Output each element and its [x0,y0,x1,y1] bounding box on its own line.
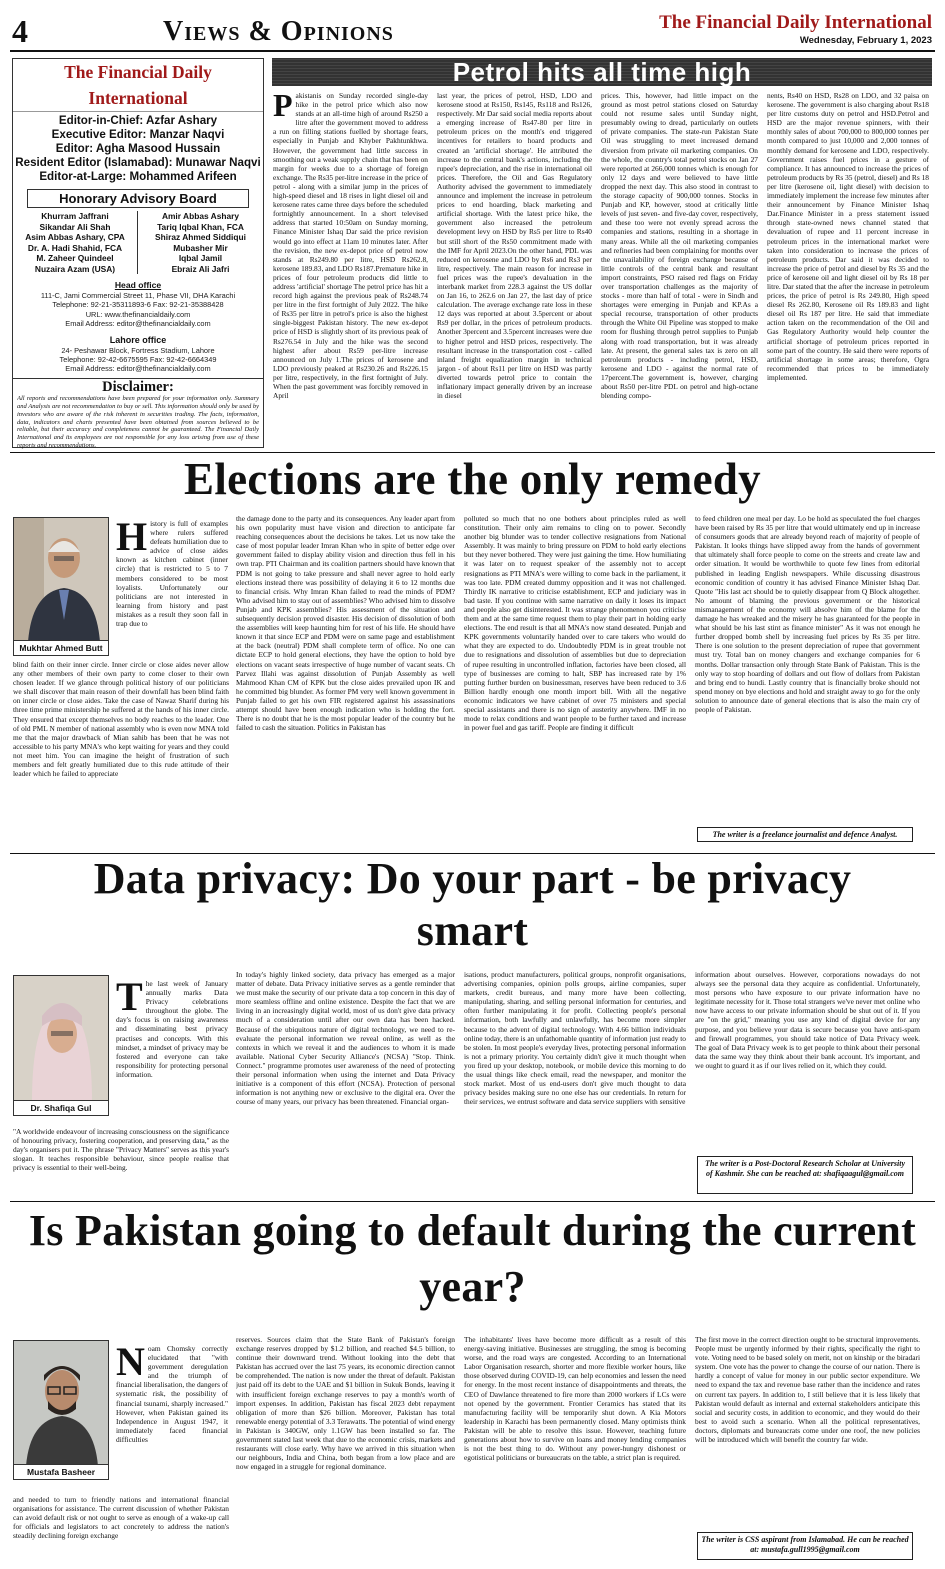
author-caption: Mukhtar Ahmed Butt [14,640,108,655]
editorial-headline-bar [272,58,932,86]
portrait-image [14,1341,109,1466]
section-title: Views & Opinions [163,16,394,47]
editorial-text: akistanis on Sunday recorded single-day hike in the petrol price which also now stands at an all-time high of around Rs250 a litre after the government moved to address a run on filling stations fuelled by shortage fears, especially in Punjab and Khyber Pakhtunkhwa. However, the government had little success in smoothing out a weak supply chain that has been on margin for weeks due to a shortage of foreign exchange. The Rs35 per-litre increase in the price of petrol - along with a similar jump in the prices of high-speed diesel and 18 rises in light diesel oil and kerosene rates came three days before the scheduled fortnightly announcement. In a short televised address that started 10:50am on Sunday morning, Finance Minister Ishaq Dar said the price revision would go into effect at 11am 10 minutes later. After the revision, the new ex-depot price of petrol now stands at Rs249.80 per litre, HSD Rs262.8, kerosene 189.83, and LDO Rs187.Premature hike in prices of four petroleum products did little to address 'artificial' shortage The petrol price has hit a record high against the previous peak of Rs248.74 per litre in the first fortnight of July 2022. The hike of Rs35 per litre in petrol's price is also the highest single-biggest Pakistan history. The new ex-depot price of HSD is slightly short of its previous peak of Rs276.54 in July and the hike was the second highest after about Rs59 per-litre increase announced on July 1.The prices of kerosene and LDO previously peaked at Rs230.26 and Rs226.15 per litre, respectively, in the first fortnight of July. When the past government was forcibly removed in April [273,91,428,401]
article2-column: "A worldwide endeavour of increasing consciousness on the significance of honouring privacy, fostering cooperation, and preserving data," as the day's organisers put it. The phrase "Privacy Matters" serves as this year's slogan. It teaches responsible behaviour, since people realise that privacy is essential to their well-being. [13,1127,229,1173]
board-member: Khurram Jaffrani [41,211,109,221]
portrait-image [14,518,109,642]
staff-line: Editor-at-Large: Mohammed Arifeen [39,170,237,183]
article3-column: reserves. Sources claim that the State Bank of Pakistan's foreign exchange reserves dropped by $1.2 billion, and reached $4.5 billion, to continue their downward trend. Without looking into the debt that Pakistan has accrued over the last 75 years, its economic direction cannot be comprehended. The nation is now under the threat of default. Pakistan just paid off its debt to the UAE and $1 billion in Sukuk Bonds, leaving it with insufficient foreign exchange reserves to pay a month's worth of import expenses. In addition, Pakistan has fiscal 2023 debt repayment obligation of more than $26 billion. Moreover, Pakistan has total renewable energy potential of 3.3 Terawatts. The potential of wind energy in Pakistan is 340GW, only 1.1GW has been installed so far. The government stated last week that due to the economic crisis, markets and restaurants will close early. Why have we arrived in this situation when our neighbours, India and China, both began from a low place and are now engaged in a struggle for regional dominance. [236,1335,455,1472]
editorial-column [273,91,428,449]
board-member: Ebraiz Ali Jafri [171,263,230,274]
address-line: 111-C, Jami Commercial Street 11, Phase VII, DHA Karachi [40,291,236,300]
author-photo [13,975,109,1116]
staff-line: Editor: Agha Masood Hussain [55,142,221,155]
article1-column: to feed children one meal per day. Lo be hold as speculated the fuel charges have been raised by Rs 35 per litre that would ultimately end up in increase of consumers goods that are already beyond reach of majority of people of Pakistan. It looks things have slipped away from the hands of government that ultimately shall force people to come on the streets and create law and order situation. It would be worthwhile to quote few lines from editorial published in leading English newspapers. While discussing disastrous economic condition of country it has advised Finance Minister Ishaq Dar. Quote "His last act should be to quietly disappear from Q Block altogether. No amount of blaming the previous government or the historical mismanagement of the economy will absolve him of the blame for the damage he has wreaked and the misery he has guaranteed for the people in what should be his last stint as finance minister" As it was not enough he further dropped bomb shell by increasing fuel prices by Rs 35 per litre. There is one solution to the present depreciation of rupee that government must try. Total ban on money changers and exchange companies for 6 months. Dollar transaction only through State Bank of Pakistan. This is the only way to stop hoarding of dollars and out flow of dollars from Pakistan and bring end to hundi. Lastly country that is financially broke should not spend money on bye elections and hold and straight away to go for the only solution to announce date of general elections that is also the main cry of people of Pakistan. [695,514,920,714]
address-line: Telephone: 92-42-6675595 Fax: 92-42-6664349 [59,355,217,365]
staff-line: Executive Editor: Manzar Naqvi [51,128,225,141]
address-line: Telephone: 92-21-35311893-6 Fax: 92-21-35388428 [52,300,224,310]
author-caption: Dr. Shafiqa Gul [14,1100,108,1115]
board-member: Asim Abbas Ashary, CPA [25,232,125,242]
article1-byline-note: The writer is a freelance journalist and defence Analyst. [697,827,913,842]
article2-headline: Data privacy: Do your part - be privacy smart [93,854,852,955]
advisory-board [13,211,263,274]
article3-byline-note: The writer is CSS aspirant from Islamabad. He can be reached at: mustafa.gull1995@gmail.com [697,1532,913,1560]
drop-cap: P [273,91,293,123]
staff-list [13,112,263,184]
address-line: 24- Peshawar Block, Fortress Stadium, Lahore [61,345,215,355]
board-member: Iqbal Jamil [178,253,223,263]
article2-intro-text: he last week of January annually marks Data Privacy celebrations throughout the globe. The day's focus is on raising awareness and disseminating best privacy practises and concepts. With this mindset, a mindset of privacy may be fostered and everyone can take responsibility for protecting personal information. [116,979,228,1079]
article1-column: blind faith on their inner circle. Inner circle or close aides never allow any other members of their own party to come closer to their own chosen leader. If we glance through political history of our politicians we shall discover that main reason of their downfall has been blind faith on inner circle or close aides. Take the case of Nawaz Sharif during his three time prime ministership he suffered at the hands of his inner circle. They ensured that except themselves no body reaches to the leader. One of old PML N member of national assembly who is even now MNA told me that the major drawback of Mian sahib has been that he was not accessible to his party MNA's who kept waiting for years and they could not meet him. You can imagine the height of frustration of such members and felt greatly humiliated due to this rude attitude of their leader which he failed to appreciate [13,660,229,779]
article3-intro [116,1344,228,1494]
board-member: Mubasher Mir [173,242,228,253]
address-line: URL: www.thefinancialdaily.com [85,309,191,319]
article2-column: In today's highly linked society, data privacy has emerged as a major matter of debate. Data Privacy initiative serves as a gentle reminder that we must make the security of our private data a top concern in this day of more seamless offline and online existence. Despite the fact that we are living in an increasingly digital world, most of us don't give data privacy much of a consideration until after our own data has been hacked. Because of the ubiquitous nature of digital technology, we need to re-evaluate the personal information we reveal online, as well as the contexts in which we reveal it and the audiences to whom it is made available. National Cyber Security Alliance's (NCSA) "Stop. Think. Connect." programme promotes user awareness of the need of protecting their personal information when using the internet and Data Privacy initiative is a component of this effort (NCSA). Protection of personal information is not anything new or exclusive to the digital era. Over the course of many years, our privacy has been threatened. Financial organ- [236,970,455,1107]
author-photo [13,1340,109,1480]
editorial-column: last year, the prices of petrol, HSD, LDO and kerosene stood at Rs150, Rs145, Rs118 and Rs126, respectively. Mr Dar said social media reports about a emerging increase of Rs47-80 per litre in petroleum prices on the month's end triggered incentives for retailers to hoard products and created an 'artificial shortage'. He attributed the increase to the central bank's actions, including the rupee's depreciation, and the rise in international oil prices. Therefore, the Oil and Gas Regulatory Authority advised the government to immediately announce and implement the increase in petroleum prices to end hoarding, black marketing and artificial shortage. With the latest price hike, the government also increased the petroleum development levy on HSD by Rs5 per litre to Rs40 but still short of the Rs50 commitment made with the IMF for April 2023.On the other hand, PDL was reduced on kerosene and LDO by Rs6 and Rs3 per litre, respectively. The main reason for increase in fuel prices was the rupee's devaluation in the interbank market from 228.3 against the US dollar on Jan 16, to 262.6 on Jan 27, the last day of price calculation. The average exchange rate loss in these 12 days was reported at about 3.5percent or about Rs9 per dollar, in the prices of petroleum products. Another 3percent and 3.5percent increases were due to higher petrol and HSD prices, respectively. The resultant increase in the transportation cost - called inland freight equalization margin in technical jargon - of about Rs11 per litre on HSD was partly diverted towards petrol price to contain the inflationary impact generally driven by an increase in diesel [437,91,592,401]
masthead-title: The Financial Daily International [13,59,263,112]
staff-line: Resident Editor (Islamabad): Munawar Naqvi [15,156,261,169]
board-member: Sikandar Ali Shah [39,221,111,232]
disclaimer-text: All reports and recommendations have been prepared for your information only. Summary and Analysis are not recommendation to buy or sell. This information should only be used by investors who are aware of the risk inherent in securities trading. The facts, information, data, indicators and charts presented have been obtained from sources believed to be reliable, but their accuracy and completeness cannot be guaranteed. The Financial Daily International and its employees are not responsible for any loss arising from use of these reports and recommendations. [17,394,259,450]
article1-column: polluted so much that no one bothers about principles ruled as well constitution. Their only aim remains to cling on to power. Secondly another big blunder was to tender collective resignations from National Assembly. It was mainly to bring pressure on PDM to hold early elections but they never bothered. They were just gaining the time. How humiliating it was later on to request speaker of the assembly not to accept resignations as PTI MNA's were willing to come back in the parliament, it was too late. PDM created dummy opposition and it was not challenged. Thirdly IK narrative to criticise establishment, ECP and judiciary was in bad taste. If you continue with same narrative on daily it loses its impact and people also get disinterested. It was strange phenomenon you criticise them and at the same time request them to play their part in holding early elections. The end result is that all MNA's now stand deseated. Punjab and KPK governments voluntarily handed over to care takers who would do what they are expected to do. Undoubtedly PDM is in great trouble not due to resignations and dissolution of assemblies but due to depreciation of rupee resulting in uncontrolled inflation, factories have been closed, all type of businesses are coming to halt, SBP has increased rate by 1% putting further burden on businessman, reserves have been reduced to 3.6 Billion hardly enough one month import bill. With all the negative economic indicators we have cabinet of over 75 ministers and special special assistants and there is no sign of austerity anywhere. IMF in no mode to relax conditions and want people to be further taxed and increase in power fuel and gas tariff. People are finding it difficult [464,514,686,733]
article3-column: The inhabitants' lives have become more difficult as a result of this energy-saving initiative. Businesses are struggling, the smog is becoming worse, and the road ways are congested. According to an International Labor Organisation research, shorter and more flexible worker hours, like those observed during COVID-19, can help economies and lessen the need for energy. In the most recent instance of disappointments and threats, the CEO of Dawlance threatened to fire more than 2000 workers if LCs were not opened by the government. Frontier Ceramics has stated that its manufacturing facility will be temporarily shut down. A Kia Motors leadership in Karachi has been permanently closed. Many optimists think Pakistan will be able to resolve this issue. However, teaching future generations about how to survive on loans and money lending companies is not the best thing to do. Without any power-hungry dishonest or egotistical politicians or bureaucrats on the table, a strict plan is required. [464,1335,686,1463]
article1-column: the damage done to the party and its consequences. Any leader apart from his own popularity must have vision and direction to anticipate far reaching consequences about the decisions he takes. Let us now take the case of most popular leader Imran Khan who in spite of better edge over government failed to display ability vision and direction thus fell in his own trap. PTI Chairman and its coalition partners should have known that PDM is not going to take pressure and shall never agree to hold early elections instead there was possibility of delaying it 6 to 12 months due to financial crisis. Why Imran Khan failed to read the minds of PDM? Who advised him to stay out of assemblies? Who advised him to dissolve Punjab and KPK assemblies? His assessment of the situation and subsequently decision proved disaster. His decision of dissolution of both the assemblies will keep haunting him for rest of his life. He should have known it that since ECP and PDM were on same page and establishment at the back (neutral) PDM shall complete term of office. No one can dictate ECP to hold general elections, they have the option to hold bye elections on vacant seats irrespective of huge number of vacant seats. Ch Parvez Illahi was against dissolution of Punjab Assembly as well Mahmood Khan CM of KPK but the close aides prevailed upon IK and he committed big blunder. As former PM very well known government in Punjab failed to get his own FIR registered against his assassinations attempt should have been enough indication who is holding the fort. There is no doubt that he is the most popular leader of the country but he failed to cash the situation. Politics in Pakistan has [236,514,455,733]
staff-line: Editor-in-Chief: Azfar Ashary [58,114,218,127]
article3-headline: Is Pakistan going to default during the current year? [28,1206,917,1311]
drop-cap: H [116,519,148,559]
editorial-column: nents, Rs40 on HSD, Rs28 on LDO, and 32 paisa on kerosene. The government is also charging about Rs18 per litre customs duty on petrol and HSD.Petrol and HSD are the major revenue spinners, with their monthly sales of about 700,000 to 800,000 tonnes per month compared to just 10,000 and 2,000 tonnes of monthly demand for kerosene and LDO, respectively. Government raises fuel prices in a gesture of compliance. It has announced to increase the prices of petroleum products by Rs 35 (petrol, diesel) and Rs 18 per litre (kerosene oil, light diesel) with decision to immediately implement the increase few minutes after their announcement by Finance Minister Ishaq Dar.Finance Minister in a press statement issued through state-owned news channel stated that devaluation of rupee and 11 percent increase in petroleum prices in the international market were taken into consideration to increase the prices of petroleum products. Dar said it was decided to increase the price of petrol and diesel by Rs 35 and the price of kerosene oil and light diesel oil by Rs 18 per litre. Dar stated that the after the increase in petroleum prices, the price of petrol is Rs 249.80, High speed diesel Rs 262.80, Kerosene oil Rs 189.83 and light diesel oil Rs 187 per litre. He said that immediate action taken on the recommendation of the Oil and Gas Regulatory Authority would help counter the artificial shortage of petroleum prices reported in some part of the country. He said there were reports of artificial shortage in some areas; therefore, Ogra recommended that prices to be immediately implemented. [767,91,929,382]
author-photo [13,517,109,656]
board-member: Dr. A. Hadi Shahid, FCA [27,242,123,253]
board-member: Shiraz Ahmed Siddiqui [155,232,246,242]
paper-name: The Financial Daily International [659,12,932,33]
editorial-headline: Petrol hits all time high [452,57,752,87]
board-member: Nuzaira Azam (USA) [34,263,116,274]
address-line: Email Address: editor@thefinancialdaily.com [65,319,211,329]
article3-intro-text: oam Chomsky correctly elucidated that "with government deregulation and the triumph of financial liberalisation, the dangers of systematic risk, the possibility of financial tsunami, sharply increased." However, when Pakistan gained its Independence in August 1947, it immediately faced financial difficulties [116,1344,228,1444]
header-rule [10,50,935,52]
article2-byline-note: The writer is a Post-Doctoral Research Scholar at University of Kashmir. She can be reached at: shafiqaagul@gmail.com [697,1156,913,1194]
masthead-box [12,58,264,448]
article3-column: The first move in the correct direction ought to be structural improvements. People must be urgently informed by their rights, specifically the right to vote. Voting need to be based solely on merit, not on kinship or the biradari system. One vote has the power to change the course of our nation. There is hardly a concept of value for money in our public sector expenditure. We need to expand the tax and revenue base rather than the incidence and rates on current tax payers. In addition to, I still believe that it is less likely that Pakistan would default as internal and external stakeholders anticipate this social and security costs, in addition to economic, and they would do their best to avoid such a scenario. When all the political representatives, doctors, diplomats and bureaucrats come under one roof, the new policies will be introduced which will benefit the country far wide. [695,1335,920,1445]
author-caption: Mustafa Basheer [14,1464,108,1479]
article2-intro [116,979,228,1127]
article2-column: information about ourselves. However, corporations nowadays do not always see the personal data they acquire as confidential. Unfortunately, most persons who have exposure to our private information have no legitimate necessity for it. Those total strangers we've never met online who now have access to our private information should be shut out of it. If you are "on the grid," meaning you use any kind of digital device for any purpose, and you believe your data is secure because you have anti-spam and firewall programmes, you should take notice of Data Privacy week. The goal of Data Privacy week is to get people to think about their personal data the same way they think about their bank account. It's important, and we ought to guard it as if our lives relied on it, which they could. [695,970,920,1070]
lahore-office-title: Lahore office [109,334,167,345]
disclaimer-title: Disclaimer: [102,378,174,395]
article3-column: and needed to turn to friendly nations and international financial organisations for assistance. The current discussion of whether Pakistan can avoid default risk or not ought to serve as enough of a wake-up call for officials and legislators to act concretely to address the nation's steadily declining foreign exchange [13,1495,229,1541]
article1-intro [116,519,228,659]
page-number: 4 [12,13,28,49]
drop-cap: T [116,979,143,1019]
article1-headline: Elections are the only remedy [184,454,761,504]
board-member: Tariq Iqbal Khan, FCA [157,221,244,232]
head-office-title: Head office [114,280,162,290]
section-rule [10,1201,935,1202]
portrait-image [14,976,109,1102]
issue-date: Wednesday, February 1, 2023 [799,35,932,46]
address-line: Email Address: editor@thefinancialdaily.com [65,364,211,374]
drop-cap: N [116,1344,145,1384]
article1-intro-text: istory is full of examples where rulers suffered defeats humiliation due to advice of close aides known as kitchen cabinet (inner circle) that is restricted to 5 to 7 members considered to be most loyalists. Unfortunately our politicians are not interested in learning from history and past mistakes as a result they soon fall in trap due to [116,519,228,629]
advisory-board-title: Honorary Advisory Board [27,189,249,208]
board-member: M. Zaheer Quindeel [36,253,114,263]
article2-column: isations, product manufacturers, political groups, nonprofit organisations, advertising companies, opinion polls groups, airline companies, super markets, credit bureaus, and many more have been collecting, manipulating, sharing, and selling personal information for centuries, and often further manipulating it for profit. Collecting people's personal information, both lawfully and unlawfully, has become more simpler because to the advent of digital technology. With 4.66 billion individuals online today, there is an unfathomable quantity of information just ready to be stolen. In most people's everyday lives, protecting personal information is not a primary priority. You certainly didn't give it much thought when you fired up your desktop, notebook, or mobile device this morning to do the usual things like check email, read the newspaper, and monitor the stock market. Most of us end-users don't give much thought to data privacy besides making sure no one else has our credentials. In return for their services, we entrust software and data service suppliers with sensitive [464,970,686,1107]
editorial-column: prices. This, however, had little impact on the ground as most petrol stations closed on Saturday could not resume sales until Sunday night, presumably owing to dread, particularly on outlets of private companies. The state-run Pakistan State Oil was struggling to meet increased demand diversion from private oil marketing companies. On the whole, the country's total petrol stocks on Jan 27 were reported at 266,000 tonnes which is enough for only 12 days and were believed to have little dropped the next day. This also stood in contrast to the storage capacity of 900,000 tonnes. Stocks in Punjab and KP, however, stood at critically little levels of just seven- and five-day cover, respectively, and these too were not evenly spread across the companies and stations, resulting in a shortage in many areas. While all the oil marketing companies and refineries had been complaining for months over the unavailability of foreign exchange because of little controls of the central bank and resultant import constraints, PSO raised red flags on Friday over transportation challenges as the majority of stocks - more than half of total - were in Sindh and shortages were emerging in Punjab and KP.As a special recourse, transportation of other products through the White Oil Pipeline was stopped to make room for flushing through petrol supplies to Punjab along with road transportation, but it was already late. At present, the general sales tax is zero on all petroleum products - including petrol, HSD, kerosene and LDO - against the normal rate of 17percent.The government is, however, charging about Rs50 per-litre PDL on petrol and high-octane blending compo- [601,91,758,401]
board-member: Amir Abbas Ashary [161,211,240,221]
